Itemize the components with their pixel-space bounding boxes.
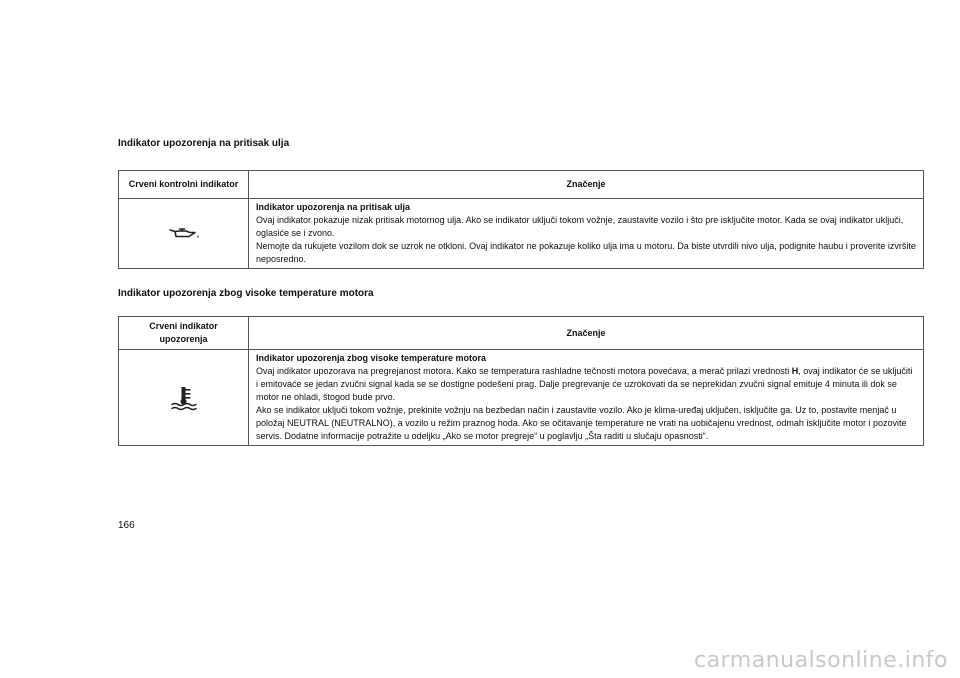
table-header-row	[119, 171, 924, 199]
engine-temperature-indicator-table	[118, 316, 924, 446]
section-title-oil-pressure: Indikator upozorenja na pritisak ulja	[118, 138, 290, 149]
oil-can-icon	[126, 226, 241, 242]
meaning-cell	[249, 350, 924, 446]
table-row	[119, 199, 924, 269]
row-heading: Indikator upozorenja zbog visoke temperature motora	[256, 353, 487, 363]
table-row	[119, 350, 924, 446]
oil-pressure-indicator-table	[118, 170, 924, 269]
header-indicator: Crveni kontrolni indikator	[119, 171, 249, 199]
watermark: carmanualsonline.info	[694, 648, 948, 673]
header-meaning: Značenje	[249, 317, 924, 350]
row-heading: Indikator upozorenja na pritisak ulja	[256, 202, 411, 212]
gauge-h-label: H	[791, 366, 799, 376]
engine-coolant-temperature-icon	[126, 385, 241, 411]
description-paragraph: Ovaj indikator pokazuje nizak pritisak motornog ulja. Ako se indikator uključi tokom vožnje, zaustavite vozilo i što pre isključite motor. Kada se ovaj indikator uključi, oglasiće se i zvono.	[256, 215, 904, 238]
icon-cell	[119, 199, 249, 269]
page-number: 166	[118, 520, 135, 531]
description-text: , ovaj indikator će se uključiti i emitovaće se jedan zvučni signal kada se se dostigne podešeni prag. Dalje pregrevanje će uzrokovati da se neprekidan zvučni signal emituje 4 minuta ili dok se motor ne ohladi, štogod bude prvo.	[256, 366, 913, 402]
header-indicator: Crveni indikator upozorenja	[119, 317, 249, 350]
meaning-cell	[249, 199, 924, 269]
description-paragraph: Ako se indikator uključi tokom vožnje, prekinite vožnju na bezbedan način i zaustavite vozilo. Ako je klima-uređaj uključen, isključite ga. Uz to, postavite menjač u položaj NEUTRAL (NEUTRALNO), a vozilo u režim praznog hoda. Ako se očitavanje temperature ne vrati na uobičajenu vrednost, odmah isključite motor i pozovite servis. Dodatne informacije potražite u odeljku „Ako se motor pregreje“ u poglavlju „Šta raditi u slučaju opasnosti“.	[256, 405, 907, 441]
table-header-row	[119, 317, 924, 350]
icon-cell	[119, 350, 249, 446]
section-title-engine-temperature: Indikator upozorenja zbog visoke temperature motora	[118, 288, 374, 299]
description-paragraph	[256, 365, 916, 404]
description-paragraph: Nemojte da rukujete vozilom dok se uzrok ne otkloni. Ovaj indikator ne pokazuje koliko ulja ima u motoru. Da biste utvrdili nivo ulja, podignite haubu i proverite izvršite neposredno.	[256, 241, 916, 264]
description-text: Ovaj indikator upozorava na pregrejanost motora. Kako se temperatura rashladne tečnosti motora povećava, a merač prilazi vrednosti	[256, 366, 792, 376]
header-meaning: Značenje	[249, 171, 924, 199]
